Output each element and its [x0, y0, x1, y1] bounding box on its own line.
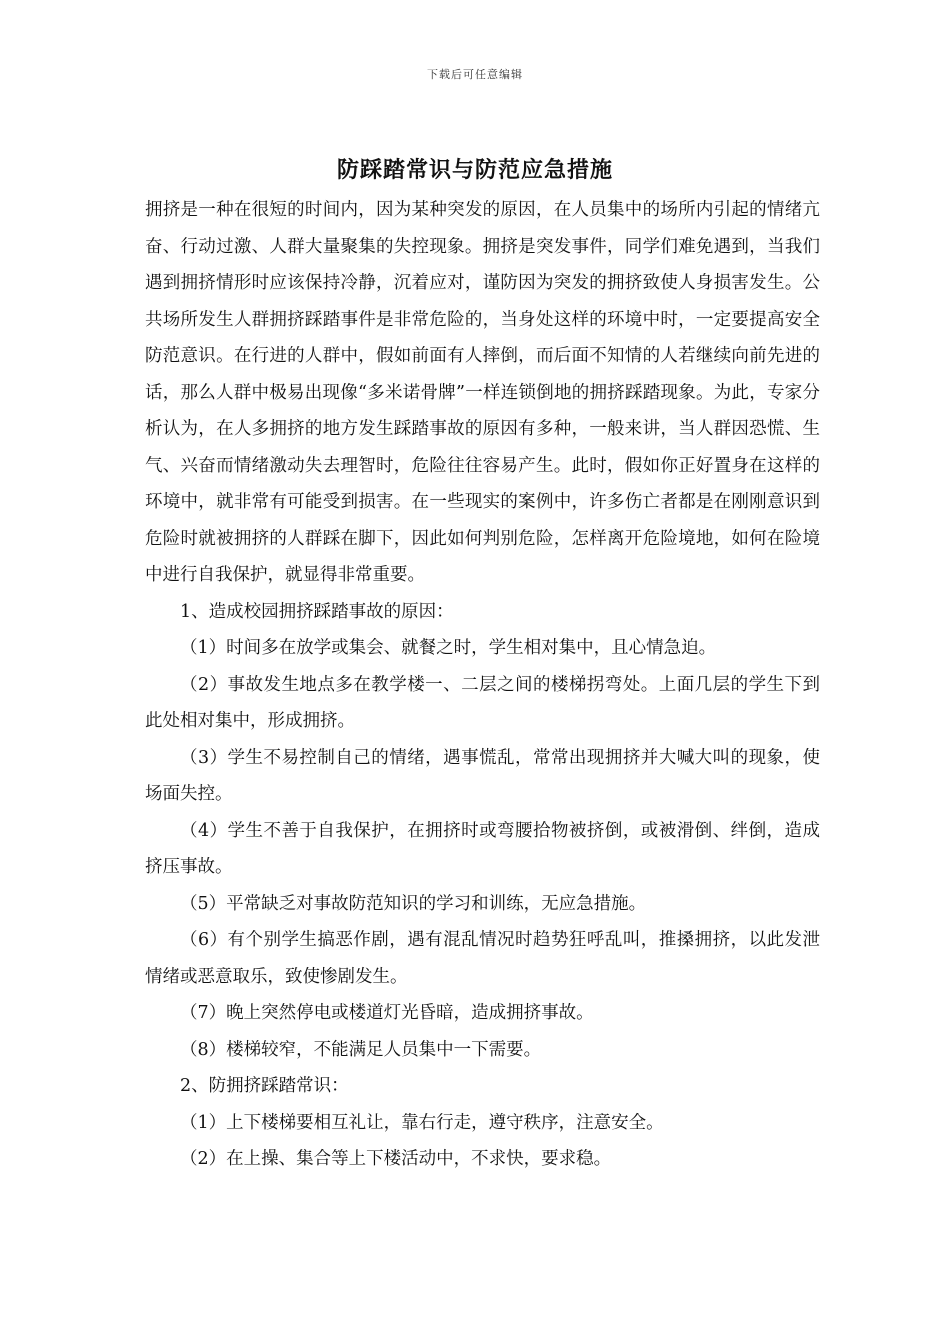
list-item: （5）平常缺乏对事故防范知识的学习和训练，无应急措施。: [180, 893, 647, 914]
list-item: （2）在上操、集合等上下楼活动中，不求快，要求稳。: [180, 1149, 612, 1169]
list-item: （4）学生不善于自我保护，在拥挤时或弯腰拾物被挤倒，或被滑倒、绊倒，造成挤压事故。: [145, 820, 820, 877]
list-item: （2）事故发生地点多在教学楼一、二层之间的楼梯拐弯处。上面几层的学生下到此处相对集中，形成拥挤。: [145, 674, 820, 731]
section-heading: 2、防拥挤踩踏常识：: [180, 1076, 349, 1096]
section-heading: 1、造成校园拥挤踩踏事故的原因：: [180, 601, 454, 622]
list-item: （1）上下楼梯要相互礼让，靠右行走，遵守秩序，注意安全。: [180, 1112, 664, 1133]
page-title: 防踩踏常识与防范应急措施: [336, 157, 613, 183]
list-item: （8）楼梯较窄，不能满足人员集中一下需要。: [180, 1039, 542, 1060]
list-item: （3）学生不易控制自己的情绪，遇事慌乱，常常出现拥挤并大喊大叫的现象，使场面失控。: [145, 747, 820, 804]
document-body: [145, 192, 820, 1178]
intro-paragraph: 拥挤是一种在很短的时间内，因为某种突发的原因，在人员集中的场所内引起的情绪亢奋、行动过激、人群大量聚集的失控现象。拥挤是突发事件，同学们难免遇到，当我们遇到拥挤情形时应该保持冷静，沉着应对，谨防因为突发的拥挤致使人身损害发生。公共场所发生人群拥挤踩踏事件是非常危险的，当身处这样的环境中时，一定要提高安全防范意识。在行进的人群中，假如前面有人摔倒，而后面不知情的人若继续向前先进的话，那么人群中极易出现像“多米诺骨牌”一样连锁倒地的拥挤踩踏现象。为此，专家分析认为，在人多拥挤的地方发生踩踏事故的原因有多种，一般来讲，当人群因恐慌、生气、兴奋而情绪激动失去理智时，危险往往容易产生。此时，假如你正好置身在这样的环境中，就非常有可能受到损害。在一些现实的案例中，许多伤亡者都是在刚刚意识到危险时就被拥挤的人群踩在脚下，因此如何判别危险，怎样离开危险境地，如何在险境中进行自我保护，就显得非常重要。: [145, 200, 820, 585]
list-item: （6）有个别学生搞恶作剧，遇有混乱情况时趋势狂呼乱叫，推搡拥挤，以此发泄情绪或恶意取乐，致使惨剧发生。: [145, 930, 820, 987]
header-note: 下载后可任意编辑: [427, 68, 523, 81]
list-item: （7）晚上突然停电或楼道灯光昏暗，造成拥挤事故。: [180, 1003, 594, 1023]
list-item: （1）时间多在放学或集会、就餐之时，学生相对集中，且心情急迫。: [180, 638, 717, 658]
